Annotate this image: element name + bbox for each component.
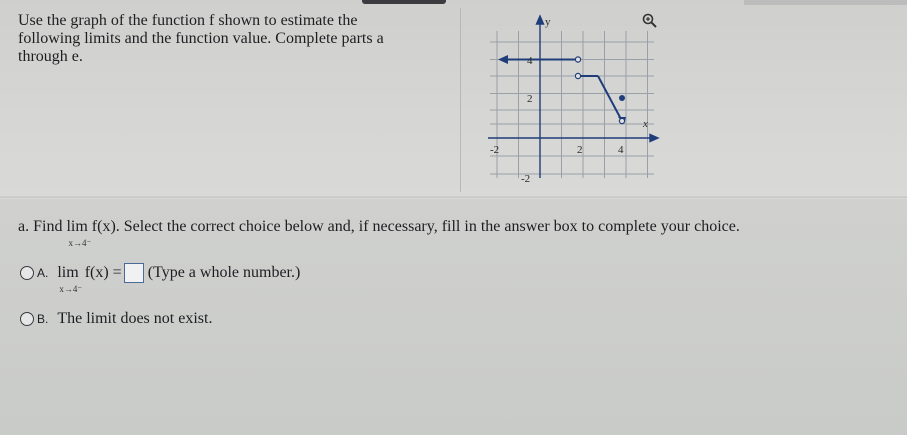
problem-text bbox=[18, 12, 458, 66]
limit-subscript: x→4⁻ bbox=[59, 284, 83, 294]
choice-a-letter: A. bbox=[37, 266, 49, 280]
tick-y-2: 2 bbox=[527, 93, 533, 105]
choice-a-hint: (Type a whole number.) bbox=[147, 264, 301, 281]
part-a-question bbox=[18, 218, 740, 248]
answer-box[interactable] bbox=[124, 263, 144, 283]
open-point bbox=[619, 118, 624, 123]
scroll-tab[interactable] bbox=[362, 0, 446, 4]
top-bar bbox=[744, 0, 907, 5]
problem-line-1: Use the graph of the function f shown to estimate the bbox=[18, 12, 358, 29]
lim-label: lim bbox=[66, 218, 88, 235]
tick-x-neg2: -2 bbox=[490, 144, 500, 156]
left-arrow-icon bbox=[498, 55, 508, 64]
closed-point bbox=[619, 95, 625, 101]
choice-a[interactable] bbox=[20, 263, 301, 294]
segment-slope bbox=[598, 76, 622, 121]
tick-y-neg2: -2 bbox=[521, 173, 531, 185]
function-graph bbox=[478, 6, 668, 192]
part-a-prefix: a. Find bbox=[18, 218, 63, 235]
part-a-instruction: Select the correct choice below and, if necessary, fill in the answer box to complete your choice. bbox=[123, 218, 740, 235]
y-axis-label: y bbox=[545, 16, 551, 28]
choice-b[interactable] bbox=[20, 310, 212, 328]
choice-b-radio[interactable] bbox=[20, 312, 34, 326]
problem-line-3: through e. bbox=[18, 48, 83, 65]
grid bbox=[490, 31, 654, 178]
tick-x-4: 4 bbox=[618, 144, 624, 156]
zoom-icon[interactable] bbox=[641, 12, 659, 30]
x-axis-arrow bbox=[650, 135, 658, 142]
x-axis-label: x bbox=[643, 118, 648, 130]
problem-line-2: following limits and the function value. Complete parts a bbox=[18, 30, 384, 47]
open-point bbox=[575, 73, 580, 78]
limit-subscript: x→4⁻ bbox=[68, 238, 92, 248]
choice-a-radio[interactable] bbox=[20, 266, 34, 280]
open-point bbox=[575, 57, 580, 62]
choice-a-expression: f(x) = bbox=[84, 264, 122, 281]
tick-y-4: 4 bbox=[527, 55, 533, 67]
tick-x-2: 2 bbox=[577, 144, 583, 156]
choice-b-text: The limit does not exist. bbox=[57, 310, 213, 327]
limit-notation bbox=[66, 218, 92, 248]
part-a-expression: f(x). bbox=[91, 218, 120, 235]
lim-label: lim bbox=[57, 264, 79, 281]
limit-notation bbox=[57, 264, 83, 294]
y-axis-arrow bbox=[537, 16, 544, 24]
panel-divider bbox=[460, 8, 461, 192]
section-divider bbox=[0, 197, 907, 199]
choice-b-letter: B. bbox=[37, 312, 49, 326]
